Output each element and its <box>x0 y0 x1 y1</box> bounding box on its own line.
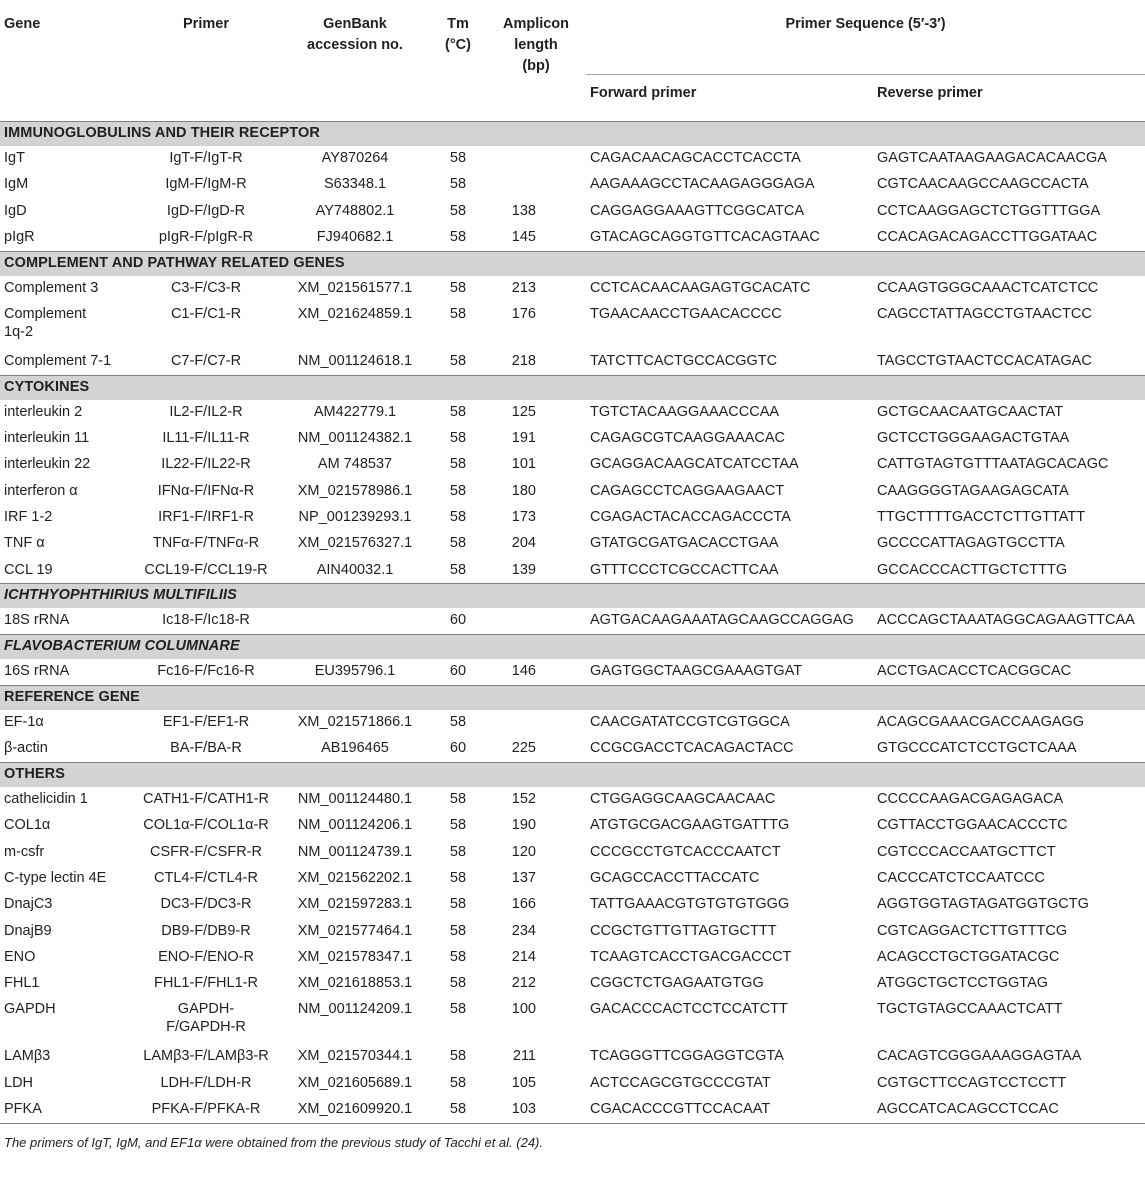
cell-gene: LAMβ3 <box>4 1048 51 1065</box>
cell-primer: EF1-F/EF1-R <box>162 713 250 730</box>
section-header <box>0 251 1145 276</box>
cell-reverse: CACAGTCGGGAAAGGAGTAA <box>877 1048 1082 1065</box>
cell-genbank: XM_021577464.1 <box>297 922 413 939</box>
cell-reverse: CAAGGGGTAGAAGAGCATA <box>877 482 1069 499</box>
cell-tm: 58 <box>449 869 467 886</box>
cell-forward: CAGACAACAGCACCTCACCTA <box>590 150 801 166</box>
cell-amplicon: 120 <box>511 843 536 860</box>
cell-tm: 58 <box>449 352 467 369</box>
cell-gene: Complement 7-1 <box>4 352 112 369</box>
cell-primer: LAMβ3-F/LAMβ3-R <box>143 1048 269 1065</box>
cell-primer: IRF1-F/IRF1-R <box>158 508 254 525</box>
cell-genbank: NM_001124382.1 <box>297 430 413 447</box>
cell-primer: CSFR-F/CSFR-R <box>150 843 262 860</box>
cell-forward: CCGCGACCTCACAGACTACC <box>590 740 794 757</box>
cell-gene: COL1α <box>4 817 51 834</box>
cell-reverse: GAGTCAATAAGAAGACACAACGA <box>877 150 1107 166</box>
section-header <box>0 375 1145 400</box>
cell-gene: 16S rRNA <box>4 663 70 680</box>
table-row <box>0 1097 1145 1123</box>
cell-tm: 58 <box>449 1074 467 1091</box>
cell-genbank: XM_021561577.1 <box>297 279 413 296</box>
header-amplicon-text: Amplicon length (bp) <box>502 16 570 74</box>
table-row <box>0 608 1145 634</box>
cell-amplicon: 213 <box>511 279 536 296</box>
cell-reverse: GCCACCCACTTGCTCTTTG <box>877 561 1068 578</box>
cell-reverse: CGTCAACAAGCCAAGCCACTA <box>877 176 1089 193</box>
table-row <box>0 659 1145 685</box>
cell-forward: CCGCTGTTGTTAGTGCTTT <box>590 922 777 939</box>
cell-tm: 58 <box>449 817 467 834</box>
cell-amplicon: 125 <box>511 403 536 420</box>
cell-amplicon: 146 <box>511 663 536 680</box>
table-row <box>0 892 1145 918</box>
cell-genbank: NP_001239293.1 <box>298 508 412 525</box>
cell-reverse: CACCCATCTCCAATCCC <box>877 869 1045 886</box>
cell-tm: 58 <box>449 843 467 860</box>
header-tm <box>430 0 486 121</box>
cell-genbank: AM 748537 <box>317 456 393 473</box>
cell-amplicon: 101 <box>511 456 536 473</box>
cell-reverse: CGTGCTTCCAGTCCTCCTT <box>877 1074 1067 1091</box>
table-row <box>0 558 1145 584</box>
cell-primer: IL11-F/IL11-R <box>162 430 250 447</box>
table-footnote: The primers of IgT, IgM, and EF1α were obtained from the previous study of Tacchi et al. (24). <box>4 1134 543 1150</box>
section-title: CYTOKINES <box>0 375 1145 400</box>
section-header <box>0 122 1145 147</box>
cell-gene: interleukin 22 <box>4 456 91 473</box>
cell-forward: TGAACAACCTGAACACCCC <box>590 305 782 322</box>
cell-reverse: CGTCAGGACTCTTGTTTCG <box>877 922 1068 939</box>
cell-reverse: TTGCTTTTGACCTCTTGTTATT <box>877 508 1086 525</box>
cell-tm: 58 <box>449 279 467 296</box>
cell-amplicon: 176 <box>511 305 536 322</box>
section-title: COMPLEMENT AND PATHWAY RELATED GENES <box>0 251 1145 276</box>
cell-tm: 58 <box>449 176 467 193</box>
cell-primer: CTL4-F/CTL4-R <box>154 869 258 886</box>
table-row <box>0 997 1145 1044</box>
cell-amplicon: 191 <box>511 430 536 447</box>
cell-primer: C7-F/C7-R <box>170 352 242 369</box>
table-row <box>0 172 1145 198</box>
cell-forward: GTTTCCCTCGCCACTTCAA <box>590 561 779 578</box>
cell-forward: TATCTTCACTGCCACGGTC <box>590 352 778 369</box>
table-row <box>0 945 1145 971</box>
cell-primer: Fc16-F/Fc16-R <box>157 663 255 680</box>
table-row <box>0 710 1145 736</box>
cell-tm: 58 <box>449 561 467 578</box>
table-row <box>0 840 1145 866</box>
cell-tm: 60 <box>449 612 467 629</box>
cell-gene: DnajB9 <box>4 922 52 939</box>
cell-reverse: CGTTACCTGGAACACCCTC <box>877 817 1068 834</box>
table-row <box>0 276 1145 302</box>
table-row <box>0 452 1145 478</box>
cell-forward: CAACGATATCCGTCGTGGCA <box>590 713 790 730</box>
cell-forward: ATGTGCGACGAAGTGATTTG <box>590 817 790 834</box>
cell-primer: CATH1-F/CATH1-R <box>143 791 269 808</box>
cell-reverse: ACCCAGCTAAATAGGCAGAAGTTCAA <box>877 612 1135 629</box>
cell-primer: ENO-F/ENO-R <box>158 948 254 965</box>
cell-tm: 60 <box>449 740 467 757</box>
table-row <box>0 199 1145 225</box>
cell-amplicon: 225 <box>511 740 536 757</box>
cell-forward: AAGAAAGCCTACAAGAGGGAGA <box>590 176 815 193</box>
cell-genbank: AIN40032.1 <box>316 561 394 578</box>
cell-tm: 58 <box>449 305 467 322</box>
cell-tm: 58 <box>449 150 467 166</box>
cell-reverse: GTGCCCATCTCCTGCTCAAA <box>877 740 1077 757</box>
cell-genbank: XM_021576327.1 <box>297 535 413 552</box>
cell-genbank: NM_001124739.1 <box>297 843 413 860</box>
cell-gene: CCL 19 <box>4 561 53 578</box>
cell-forward: TCAGGGTTCGGAGGTCGTA <box>590 1048 784 1065</box>
table-row <box>0 736 1145 762</box>
cell-genbank: XM_021562202.1 <box>297 869 413 886</box>
cell-amplicon: 234 <box>511 922 536 939</box>
cell-forward: GAGTGGCTAAGCGAAAGTGAT <box>590 663 803 680</box>
cell-forward: ACTCCAGCGTGCCCGTAT <box>590 1074 771 1091</box>
cell-gene: DnajC3 <box>4 896 53 913</box>
cell-amplicon: 211 <box>512 1048 536 1065</box>
table-row <box>0 1071 1145 1097</box>
cell-amplicon: 212 <box>511 975 536 992</box>
cell-genbank: XM_021618853.1 <box>297 975 413 992</box>
cell-amplicon: 218 <box>511 352 536 369</box>
table-row <box>0 971 1145 997</box>
cell-primer: IgT-F/IgT-R <box>169 150 243 166</box>
cell-primer: C3-F/C3-R <box>170 279 242 296</box>
section-header <box>0 685 1145 710</box>
cell-forward: CGACACCCGTTCCACAAT <box>590 1101 771 1118</box>
cell-reverse: TAGCCTGTAACTCCACATAGAC <box>877 352 1092 369</box>
cell-tm: 58 <box>449 1001 467 1018</box>
cell-genbank: XM_021624859.1 <box>297 305 413 322</box>
cell-gene: TNF α <box>4 535 45 552</box>
cell-primer: GAPDH-F/GAPDH-R <box>166 1001 246 1036</box>
cell-tm: 58 <box>449 482 467 499</box>
cell-primer: IFNα-F/IFNα-R <box>157 482 255 499</box>
table-row <box>0 302 1145 349</box>
cell-primer: COL1α-F/COL1α-R <box>143 817 269 834</box>
table-row <box>0 426 1145 452</box>
cell-tm: 58 <box>449 948 467 965</box>
cell-amplicon <box>486 146 586 172</box>
cell-forward: TCAAGTCACCTGACGACCCT <box>590 948 792 965</box>
table-row <box>0 505 1145 531</box>
header-primer: Primer <box>183 16 229 32</box>
cell-forward: AGTGACAAGAAATAGCAAGCCAGGAG <box>590 612 854 629</box>
cell-genbank: AM422779.1 <box>313 403 397 420</box>
cell-reverse: ACAGCCTGCTGGATACGC <box>877 948 1060 965</box>
cell-primer: IL2-F/IL2-R <box>169 403 243 420</box>
cell-forward: GCAGGACAAGCATCATCCTAA <box>590 456 799 473</box>
cell-genbank <box>280 608 430 634</box>
cell-reverse: TGCTGTAGCCAAACTCATT <box>877 1001 1063 1018</box>
cell-reverse: CCACAGACAGACCTTGGATAAC <box>877 228 1098 245</box>
cell-tm: 58 <box>449 456 467 473</box>
header-gene: Gene <box>4 16 41 32</box>
cell-amplicon: 105 <box>511 1074 536 1091</box>
cell-gene: pIgR <box>4 228 35 245</box>
table-row <box>0 866 1145 892</box>
header-tm-text: Tm (°C) <box>445 16 471 53</box>
cell-tm: 60 <box>449 663 467 680</box>
cell-forward: CAGAGCCTCAGGAAGAACT <box>590 482 785 499</box>
cell-primer: pIgR-F/pIgR-R <box>158 228 254 245</box>
section-header <box>0 763 1145 788</box>
cell-genbank: XM_021578347.1 <box>297 948 413 965</box>
section-title: IMMUNOGLOBULINS AND THEIR RECEPTOR <box>0 122 1145 147</box>
cell-reverse: GCTGCAACAATGCAACTAT <box>877 403 1064 420</box>
cell-forward: TATTGAAACGTGTGTGTGGG <box>590 896 790 913</box>
cell-gene: IgD <box>4 202 27 219</box>
cell-gene: GAPDH <box>4 1001 56 1018</box>
cell-genbank: NM_001124209.1 <box>297 1001 413 1018</box>
cell-amplicon <box>486 172 586 198</box>
cell-reverse: ATGGCTGCTCCTGGTAG <box>877 975 1049 992</box>
cell-gene: C-type lectin 4E <box>4 869 107 886</box>
cell-tm: 58 <box>449 508 467 525</box>
cell-gene: Complement 1q-2 <box>4 305 87 340</box>
cell-amplicon: 214 <box>511 948 536 965</box>
cell-reverse: CCTCAAGGAGCTCTGGTTTGGA <box>877 202 1101 219</box>
cell-primer: DC3-F/DC3-R <box>160 896 252 913</box>
cell-tm: 58 <box>449 228 467 245</box>
cell-primer: CCL19-F/CCL19-R <box>144 561 268 578</box>
cell-amplicon: 180 <box>511 482 536 499</box>
cell-primer: C1-F/C1-R <box>170 305 242 322</box>
cell-gene: PFKA <box>4 1101 42 1118</box>
cell-genbank: AB196465 <box>321 740 389 757</box>
cell-tm: 58 <box>449 535 467 552</box>
cell-reverse: GCTCCTGGGAAGACTGTAA <box>877 430 1070 447</box>
cell-gene: IRF 1-2 <box>4 508 53 525</box>
cell-genbank: XM_021605689.1 <box>297 1074 413 1091</box>
cell-primer: BA-F/BA-R <box>170 740 242 757</box>
cell-tm: 58 <box>449 403 467 420</box>
cell-amplicon: 145 <box>511 228 536 245</box>
cell-reverse: AGGTGGTAGTAGATGGTGCTG <box>877 896 1089 913</box>
cell-reverse: CAGCCTATTAGCCTGTAACTCC <box>877 305 1092 322</box>
cell-genbank: XM_021609920.1 <box>297 1101 413 1118</box>
cell-reverse: CGTCCCACCAATGCTTCT <box>877 843 1056 860</box>
cell-forward: TGTCTACAAGGAAACCCAA <box>590 403 780 420</box>
table-row <box>0 146 1145 172</box>
table-row <box>0 813 1145 839</box>
header-genbank <box>280 0 430 121</box>
section-title: REFERENCE GENE <box>0 685 1145 710</box>
header-forward: Forward primer <box>586 75 873 122</box>
cell-gene: β-actin <box>4 740 48 757</box>
cell-amplicon: 152 <box>511 791 536 808</box>
cell-amplicon: 166 <box>511 896 536 913</box>
header-genbank-text: GenBank accession no. <box>307 16 403 53</box>
cell-reverse: CCCCCAAGACGAGAGACA <box>877 791 1064 808</box>
cell-genbank: XM_021570344.1 <box>297 1048 413 1065</box>
cell-tm: 58 <box>449 430 467 447</box>
cell-amplicon: 138 <box>511 202 536 219</box>
cell-genbank: AY870264 <box>321 150 389 166</box>
cell-primer: LDH-F/LDH-R <box>160 1074 252 1091</box>
cell-gene: 18S rRNA <box>4 612 70 629</box>
cell-genbank: XM_021571866.1 <box>297 713 413 730</box>
cell-genbank: S63348.1 <box>323 176 387 193</box>
cell-primer: IL22-F/IL22-R <box>161 456 251 473</box>
cell-primer: Ic18-F/Ic18-R <box>162 612 250 629</box>
cell-gene: interleukin 11 <box>4 430 90 447</box>
cell-tm: 58 <box>449 922 467 939</box>
cell-reverse: AGCCATCACAGCCTCCAC <box>877 1101 1059 1118</box>
table-row <box>0 531 1145 557</box>
cell-reverse: CCAAGTGGGCAAACTCATCTCC <box>877 279 1099 296</box>
cell-reverse: GCCCCATTAGAGTGCCTTA <box>877 535 1065 552</box>
cell-primer: IgD-F/IgD-R <box>166 202 246 219</box>
table-row <box>0 919 1145 945</box>
cell-forward: CTGGAGGCAAGCAACAAC <box>590 791 776 808</box>
section-title: FLAVOBACTERIUM COLUMNARE <box>0 635 1145 660</box>
cell-amplicon <box>486 608 586 634</box>
cell-forward: CCTCACAACAAGAGTGCACATC <box>590 279 811 296</box>
header-reverse: Reverse primer <box>873 75 1145 122</box>
cell-reverse: ACCTGACACCTCACGGCAC <box>877 663 1072 680</box>
cell-forward: CAGAGCGTCAAGGAAACAC <box>590 430 785 447</box>
cell-tm: 58 <box>449 975 467 992</box>
section-header <box>0 584 1145 609</box>
cell-gene: Complement 3 <box>4 279 99 296</box>
cell-forward: GTACAGCAGGTGTTCACAGTAAC <box>590 228 820 245</box>
cell-genbank: NM_001124206.1 <box>297 817 413 834</box>
cell-amplicon <box>486 710 586 736</box>
cell-amplicon: 204 <box>511 535 536 552</box>
cell-forward: CGAGACTACACCAGACCCTA <box>590 508 791 525</box>
cell-tm: 58 <box>449 1101 467 1118</box>
table-body <box>0 122 1145 1124</box>
cell-primer: FHL1-F/FHL1-R <box>154 975 258 992</box>
cell-gene: EF-1α <box>4 713 44 730</box>
cell-gene: IgT <box>4 150 25 166</box>
table-row <box>0 400 1145 426</box>
cell-genbank: NM_001124480.1 <box>297 791 413 808</box>
table-row <box>0 225 1145 251</box>
cell-gene: FHL1 <box>4 975 40 992</box>
cell-gene: ENO <box>4 948 36 965</box>
cell-tm: 58 <box>449 791 467 808</box>
cell-forward: GCAGCCACCTTACCATC <box>590 869 760 886</box>
table-row <box>0 349 1145 375</box>
table-row <box>0 479 1145 505</box>
cell-gene: interferon α <box>4 482 78 499</box>
cell-tm: 58 <box>449 896 467 913</box>
section-title: ICHTHYOPHTHIRIUS MULTIFILIIS <box>0 584 1145 609</box>
cell-gene: cathelicidin 1 <box>4 791 88 808</box>
cell-amplicon: 137 <box>511 869 536 886</box>
cell-gene: LDH <box>4 1074 34 1091</box>
header-amplicon <box>486 0 586 121</box>
cell-forward: CGGCTCTGAGAATGTGG <box>590 975 764 992</box>
cell-reverse: ACAGCGAAACGACCAAGAGG <box>877 713 1085 730</box>
cell-forward: GTATGCGATGACACCTGAA <box>590 535 779 552</box>
cell-gene: interleukin 2 <box>4 403 83 420</box>
cell-genbank: XM_021578986.1 <box>297 482 413 499</box>
cell-amplicon: 173 <box>511 508 536 525</box>
cell-amplicon: 139 <box>511 561 536 578</box>
cell-amplicon: 100 <box>511 1001 536 1018</box>
cell-amplicon: 190 <box>511 817 536 834</box>
section-title: OTHERS <box>0 763 1145 788</box>
cell-tm: 58 <box>449 202 467 219</box>
cell-genbank: AY748802.1 <box>315 202 395 219</box>
cell-genbank: NM_001124618.1 <box>297 352 413 369</box>
cell-gene: m-csfr <box>4 843 45 860</box>
cell-gene: IgM <box>4 176 29 193</box>
cell-forward: CCCGCCTGTCACCCAATCT <box>590 843 781 860</box>
cell-reverse: CATTGTAGTGTTTAATAGCACAGC <box>877 456 1109 473</box>
table-row <box>0 787 1145 813</box>
cell-amplicon: 103 <box>511 1101 536 1118</box>
cell-primer: PFKA-F/PFKA-R <box>151 1101 261 1118</box>
cell-primer: TNFα-F/TNFα-R <box>152 535 260 552</box>
cell-forward: CAGGAGGAAAGTTCGGCATCA <box>590 202 805 219</box>
cell-tm: 58 <box>449 1048 467 1065</box>
cell-genbank: EU395796.1 <box>314 663 396 680</box>
cell-genbank: XM_021597283.1 <box>297 896 413 913</box>
cell-primer: IgM-F/IgM-R <box>165 176 247 193</box>
cell-tm: 58 <box>449 713 467 730</box>
table-row <box>0 1044 1145 1070</box>
header-sequence: Primer Sequence (5′-3′) <box>785 16 946 32</box>
section-header <box>0 635 1145 660</box>
cell-forward: GACACCCACTCCTCCATCTT <box>590 1001 788 1018</box>
cell-genbank: FJ940682.1 <box>316 228 394 245</box>
cell-primer: DB9-F/DB9-R <box>161 922 251 939</box>
